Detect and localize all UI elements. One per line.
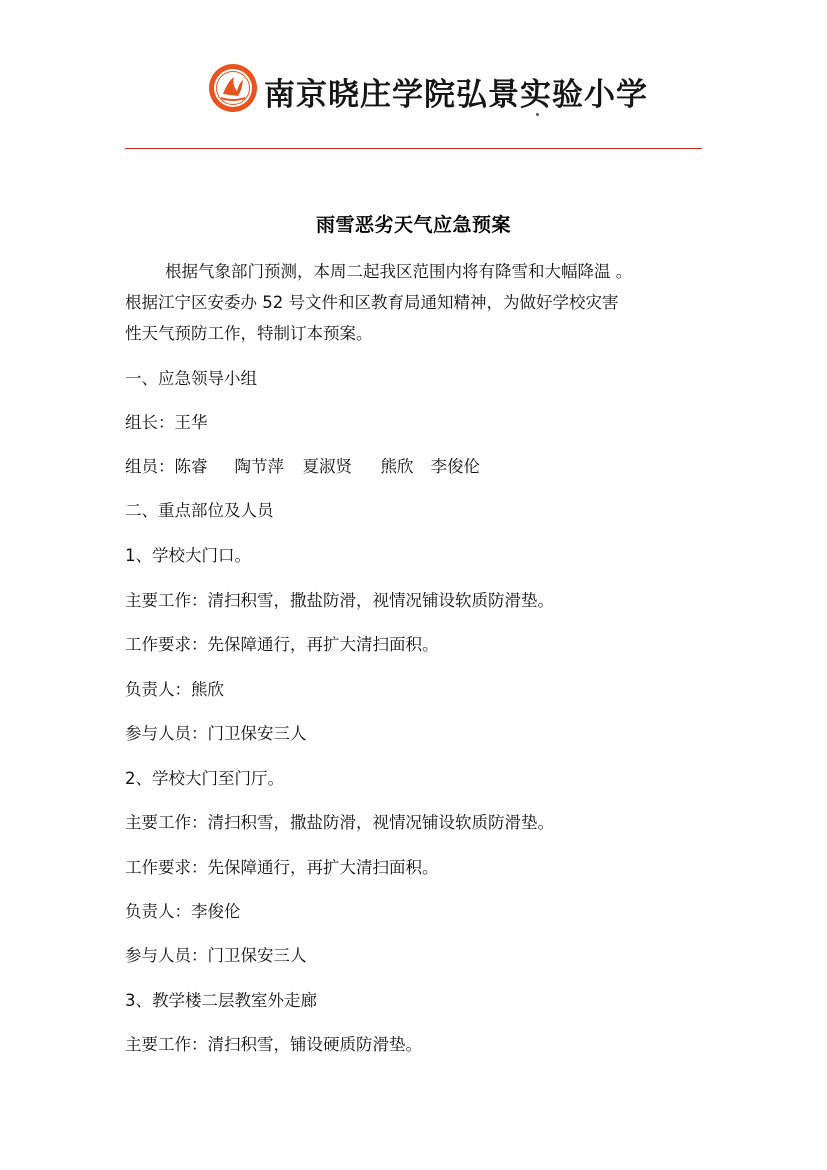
responsible-line: 负责人：李俊伦 bbox=[125, 902, 241, 921]
member-name: 陶节萍 bbox=[234, 457, 284, 476]
member-name: 陈睿 bbox=[174, 457, 208, 476]
school-name: 南京晓庄学院弘景实验小学 bbox=[264, 77, 648, 113]
school-logo bbox=[208, 63, 648, 115]
document-title: 雨雪恶劣天气应急预案 bbox=[315, 214, 511, 236]
section-heading-leadership: 一、应急领导小组 bbox=[125, 369, 257, 388]
members-line bbox=[125, 453, 480, 477]
location-heading: 1、学校大门口。 bbox=[125, 546, 251, 565]
intro-line: 根据江宁区安委办 52 号文件和区教育局通知精神，为做好学校灾害 bbox=[125, 293, 619, 312]
member-name: 李俊伦 bbox=[430, 457, 480, 476]
member-name: 夏淑贤 bbox=[302, 457, 352, 476]
location-heading: 2、学校大门至门厅。 bbox=[125, 769, 284, 788]
requirement-line: 工作要求：先保障通行，再扩大清扫面积。 bbox=[125, 858, 439, 877]
location-heading: 3、教学楼二层教室外走廊 bbox=[125, 991, 317, 1010]
intro-line: 根据气象部门预测，本周二起我区范围内将有降雪和大幅降温 。 bbox=[165, 262, 633, 281]
intro-line: 性天气预防工作，特制订本预案。 bbox=[125, 324, 373, 343]
intro-paragraph bbox=[125, 256, 703, 349]
main-work-line: 主要工作：清扫积雪，铺设硬质防滑垫。 bbox=[125, 1035, 422, 1054]
main-work-line: 主要工作：清扫积雪，撒盐防滑，视情况铺设软质防滑垫。 bbox=[125, 591, 554, 610]
member-name: 熊欣 bbox=[380, 457, 414, 476]
participants-line: 参与人员：门卫保安三人 bbox=[125, 946, 307, 965]
requirement-line: 工作要求：先保障通行，再扩大清扫面积。 bbox=[125, 635, 439, 654]
members-label: 组员： bbox=[125, 457, 175, 476]
leader-line: 组长：王华 bbox=[125, 413, 208, 432]
main-work-line: 主要工作：清扫积雪，撒盐防滑，视情况铺设软质防滑垫。 bbox=[125, 813, 554, 832]
section-heading-key-areas: 二、重点部位及人员 bbox=[125, 501, 274, 520]
responsible-line: 负责人：熊欣 bbox=[125, 680, 224, 699]
header-mark bbox=[536, 113, 539, 116]
header-divider bbox=[125, 148, 702, 149]
school-seal-icon bbox=[208, 63, 258, 113]
participants-line: 参与人员：门卫保安三人 bbox=[125, 724, 307, 743]
page-header bbox=[0, 0, 827, 150]
